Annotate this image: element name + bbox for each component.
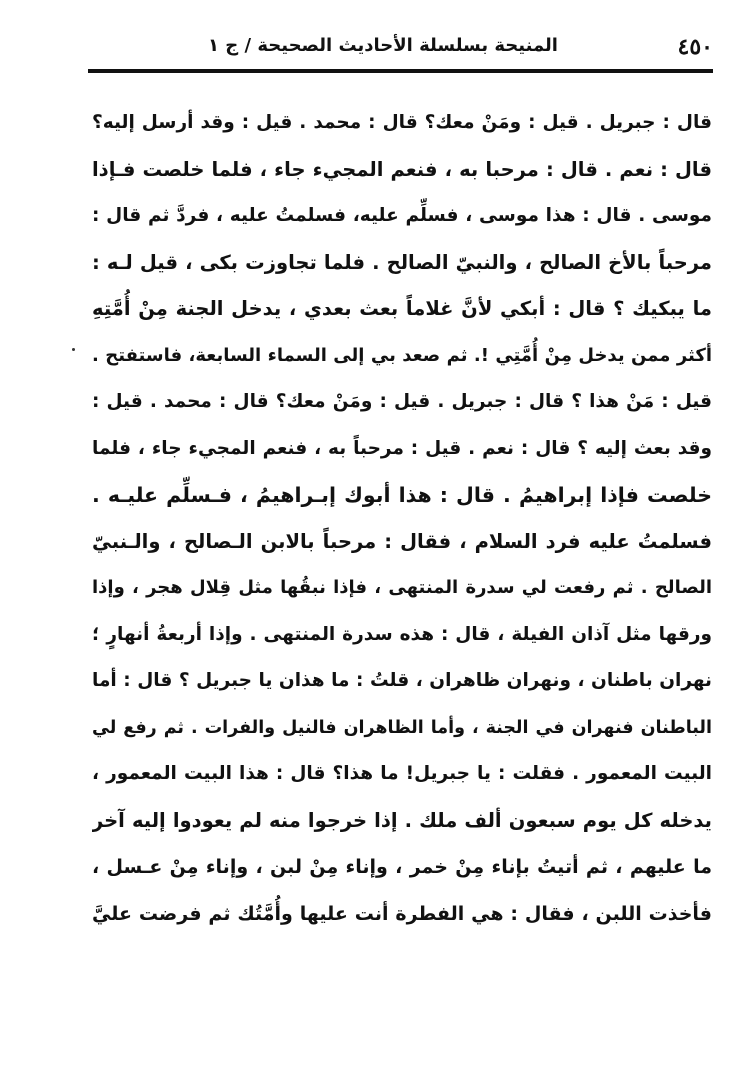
text-line: خلصت فإذا إبراهيمُ . قال : هذا أبوك إبـراهيمُ ، فـسلِّم عليـه . [92,483,712,507]
text-line: وقد بعث إليه ؟ قال : نعم . قيل : مرحباً به ، فنعم المجيء جاء ، فلما [92,437,712,459]
text-line: الباطنان فنهران في الجنة ، وأما الظاهران فالنيل والفرات . ثم رفع لي [92,717,712,738]
text-line: موسى . قال : هذا موسى ، فسلِّم عليه، فسلمتُ عليه ، فردَّ ثم قال : [92,205,712,226]
page-header [88,24,713,74]
text-line: قيل : مَنْ هذا ؟ قال : جبريل . قيل : ومَنْ معك؟ قال : محمد . قيل : [92,391,712,412]
body-text [92,100,712,937]
text-line: نهران باطنان ، ونهران ظاهران ، قلتُ : ما هذان يا جبريل ؟ قال : أما [92,670,712,691]
text-line: قال : جبريل . قيل : ومَنْ معك؟ قال : محمد . قيل : وقد أرسل إليه؟ [92,112,712,133]
text-line: ما يبكيك ؟ قال : أبكي لأنَّ غلاماً بعث بعدي ، يدخل الجنة مِنْ أُمَّتِهِ [92,297,712,320]
text-line: مرحباً بالأخ الصالح ، والنبيّ الصالح . فلما تجاوزت بكى ، قيل لـه : [92,250,712,274]
print-speck [72,348,75,351]
text-line: الصالح . ثم رفعت لي سدرة المنتهى ، فإذا نبقُها مثل قِلال هجر ، وإذا [92,577,712,598]
running-title: المنيحة بسلسلة الأحاديث الصحيحة / ج ١ [208,35,558,56]
text-line: ما عليهم ، ثم أتيتُ بإناء مِنْ خمر ، وإناء مِنْ لبن ، وإناء مِنْ عـسل ، [92,856,712,878]
text-line: ورقها مثل آذان الفيلة ، قال : هذه سدرة المنتهى . وإذا أربعةُ أنهارٍ ؛ [92,623,712,645]
header-rule [88,69,713,73]
text-line: يدخله كل يوم سبعون ألف ملك . إذا خرجوا منه لم يعودوا إليه آخر [92,808,712,832]
text-line: البيت المعمور . فقلت : يا جبريل! ما هذا؟ قال : هذا البيت المعمور ، [92,763,712,784]
text-line: أكثر ممن يدخل مِنْ أُمَّتِي !. ثم صعد بي إلى السماء السابعة، فاستفتح . [92,344,712,366]
text-line: قال : نعم . قال : مرحبا به ، فنعم المجيء جاء ، فلما خلصت فـإذا [92,157,712,181]
text-line: فسلمتُ عليه فرد السلام ، فقال : مرحباً بالابن الـصالح ، والـنبيّ [92,529,712,553]
page-number: ٤٥٠ [677,34,713,60]
text-line: فأخذت اللبن ، فقال : هي الفطرة أنت عليها وأُمَّتُك ثم فرضت عليَّ [92,902,712,925]
